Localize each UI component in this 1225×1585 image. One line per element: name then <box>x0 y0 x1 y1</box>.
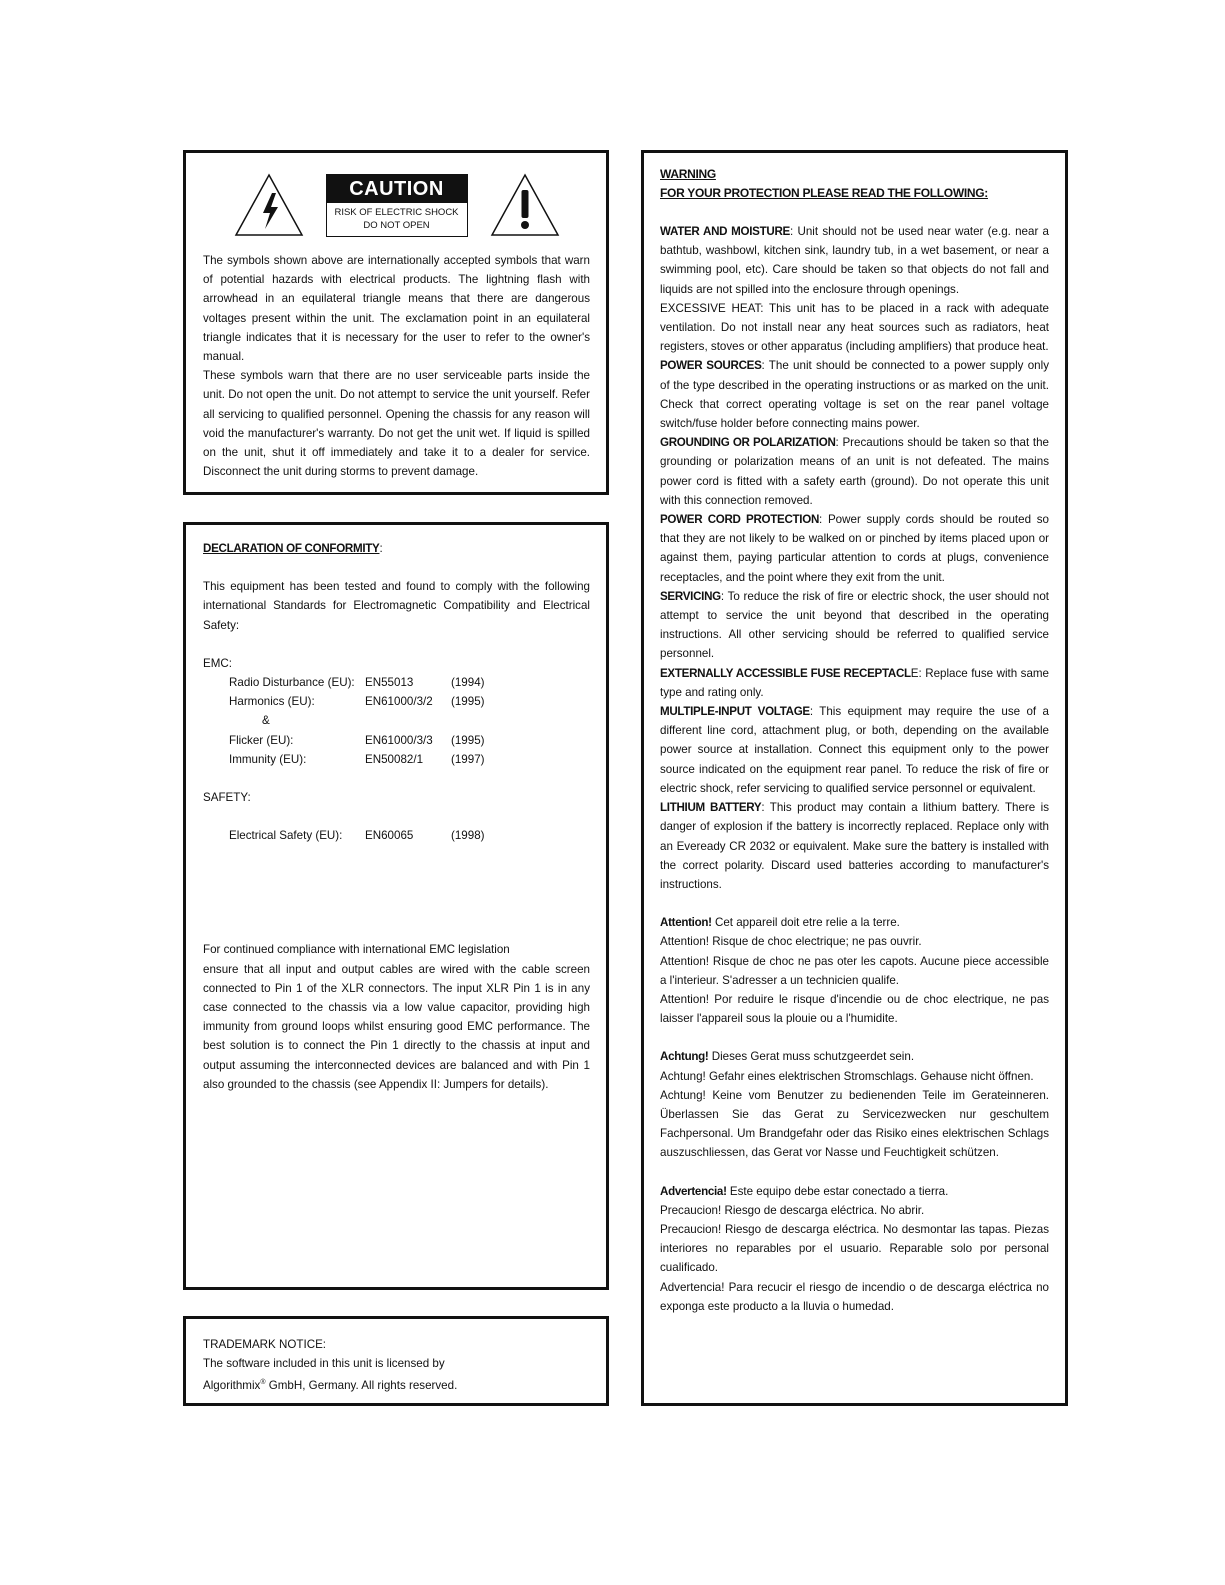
trademark-line-2 <box>203 1373 590 1395</box>
caution-panel <box>183 150 609 495</box>
standard-number: EN60065 <box>365 829 414 843</box>
warning-item-text: : To reduce the risk of fire or electric shock, the user should not attempt to service the unit beyond that described in the operating instructions. All other servicing should be referred to qualified service personnel. <box>660 589 1049 661</box>
german-warning-2: Achtung! Gefahr eines elektrischen Stromschlags. Gehause nicht öffnen. <box>660 1069 1034 1083</box>
ampersand: & <box>262 714 270 728</box>
standard-year: (1995) <box>451 695 485 709</box>
warning-item <box>660 510 1049 587</box>
emc-label: EMC: <box>203 656 232 670</box>
german-warning-text: Dieses Gerat muss schutzgeerdet sein. <box>708 1050 915 1064</box>
standard-year: (1997) <box>451 752 485 766</box>
warning-item-text: : This equipment may require the use of a different line cord, attachment plug, or both, depending on the available power source at installation. Connect this equipment only to the power source indicated on the equipment rear panel. To reduce the risk of fire or electric shock, refer servicing to qualified service personnel or equivalent. <box>660 705 1049 795</box>
warning-item <box>660 702 1049 798</box>
trademark-rights: GmbH, Germany. All rights reserved. <box>265 1379 458 1393</box>
declaration-panel <box>183 522 609 1290</box>
caution-paragraph-2: These symbols warn that there are no user serviceable parts inside the unit. Do not open the unit. Do not attempt to service the unit yourself. Refer all servicing to qualified personnel. Opening the chassis for any reason will void the manufacturer's warranty. Do not get the unit wet. If liquid is spilled on the unit, shut it off immediately and take it to a dealer for service. Disconnect the unit during storms to prevent damage. <box>203 369 590 479</box>
warning-item <box>660 222 1049 299</box>
warning-item-text: : The unit should be connected to a power supply only of the type described in the operating instructions or as marked on the unit. Check that correct operating voltage is set on the rear panel voltage switch/fuse holder before connecting mains power. <box>660 359 1049 431</box>
warning-item-text: : Power supply cords should be routed so that they are not likely to be walked on or pinched by items placed upon or against them, paying particular attention to cords at plugs, convenience receptacles, and the point where they exit from the unit. <box>660 513 1049 584</box>
spanish-warning-2: Precaucion! Riesgo de descarga eléctrica. No abrir. <box>660 1203 925 1217</box>
standard-year: (1995) <box>451 733 485 747</box>
warning-item-label: MULTIPLE-INPUT VOLTAGE <box>660 705 810 719</box>
caution-label <box>326 174 468 237</box>
warning-item-text: : Unit should not be used near water (e.g. near a bathtub, washbowl, kitchen sink, laundry tub, in a wet basement, or near a swimming pool, etc). Care should be taken so that objects do not fall and liquids are not spilled into the enclosure through openings. <box>660 225 1050 296</box>
standard-number: EN61000/3/3 <box>365 733 433 747</box>
french-warning-line <box>660 913 1049 932</box>
warning-item-label: LITHIUM BATTERY <box>660 801 762 815</box>
caution-symbols-row <box>203 171 590 239</box>
declaration-heading-suffix: : <box>379 542 383 555</box>
warning-item-label: WATER AND MOISTURE <box>660 225 790 238</box>
spanish-warning-label: Advertencia! <box>660 1184 727 1198</box>
trademark-panel <box>183 1316 609 1406</box>
caution-paragraph-1: The symbols shown above are internationally accepted symbols that warn of potential hazards with electrical products. The lightning flash with arrowhead in an equilateral triangle means that there are dangerous voltages present within the unit. The exclamation point in an equilateral triangle indicates that it is necessary for the user to refer to the owner's manual. <box>203 254 590 364</box>
german-warning-line <box>660 1047 1049 1066</box>
registered-mark: ® <box>260 1379 266 1387</box>
compliance-line-1: For continued compliance with international EMC legislation <box>203 943 510 957</box>
standard-number: EN50082/1 <box>365 752 424 766</box>
french-warning-4: Attention! Por reduire le risque d'incendie ou de choc electrique, ne pas laisser l'appareil sous la plouie ou a l'humidite. <box>660 992 1049 1026</box>
warning-item <box>660 587 1049 664</box>
warning-heading: WARNING <box>660 167 716 181</box>
declaration-intro: This equipment has been tested and found to comply with the following international Standards for Electromagnetic Compatibility and Electrical Safety: <box>203 580 590 632</box>
declaration-heading: DECLARATION OF CONFORMITY <box>203 542 380 555</box>
french-warning-3: Attention! Risque de choc ne pas oter les capots. Aucune piece accessible a l'interieur. S'adresser a un technicien qualife. <box>660 954 1049 987</box>
warning-item-text: : This product may contain a lithium battery. There is danger of explosion if the battery is incorrectly replaced. Replace only with an Eveready CR 2032 or equivalent. Make sure the battery is installed with the correct polarity. Discard used batteries according to manufacturer's instructions. <box>660 801 1050 891</box>
standard-row <box>203 826 590 845</box>
warning-item-text: E: Replace fuse with same type and rating only. <box>660 666 1049 699</box>
warning-item-text: EXCESSIVE HEAT: This unit has to be placed in a rack with adequate ventilation. Do not install near any heat sources such as radiators, heat registers, stoves or other apparatus (including amplifiers) that produce heat. <box>660 301 1049 354</box>
standard-row <box>203 673 590 692</box>
standard-name: Immunity (EU): <box>229 752 307 766</box>
lightning-warning-icon <box>234 173 304 237</box>
french-warning-label: Attention! <box>660 916 712 930</box>
warning-item <box>660 356 1049 433</box>
warning-item <box>660 433 1049 510</box>
standard-number: EN55013 <box>365 676 414 690</box>
standard-name: Flicker (EU): <box>229 733 294 747</box>
warning-item-label: GROUNDING OR POLARIZATION <box>660 436 836 450</box>
french-warning-text: Cet appareil doit etre relie a la terre. <box>711 916 900 930</box>
standard-row <box>203 750 590 769</box>
trademark-licensor: Algorithmix <box>203 1379 261 1393</box>
caution-subtitle-line2: DO NOT OPEN <box>363 219 430 231</box>
standard-name: Radio Disturbance (EU): <box>229 676 355 690</box>
standard-year: (1994) <box>451 676 485 690</box>
warning-item-label: EXTERNALLY ACCESSIBLE FUSE RECEPTACL <box>660 666 911 680</box>
warning-item-label: SERVICING <box>660 589 721 603</box>
caution-subtitle-line1: RISK OF ELECTRIC SHOCK <box>334 206 459 218</box>
compliance-text: ensure that all input and output cables are wired with the cable screen connected to Pin 1 of the XLR connectors. The input XLR Pin 1 is in any case connected to the chassis via a low value capacitor, providing high immunity from ground loops whilst ensuring good EMC performance. The best solution is to connect the Pin 1 directly to the chassis at input and output assuming the interconnected devices are balanced and with Pin 1 also grounded to the chassis (see Appendix II: Jumpers for details). <box>203 962 590 1091</box>
warning-item-text: : Precautions should be taken so that the grounding or polarization means of an unit is not defeated. The mains power cord is fitted with a safety earth (ground). Do not operate this unit with this connection removed. <box>660 436 1049 507</box>
spanish-warning-3: Precaucion! Riesgo de descarga eléctrica. No desmontar las tapas. Piezas interiores no reparables por el usuario. Reparable solo por personal cualificado. <box>660 1222 1049 1275</box>
french-warning-2: Attention! Risque de choc electrique; ne pas ouvrir. <box>660 935 922 949</box>
warning-item-label: POWER SOURCES <box>660 359 762 373</box>
safety-label: SAFETY: <box>203 791 251 805</box>
declaration-heading-line <box>203 539 590 558</box>
standard-number: EN61000/3/2 <box>365 695 433 709</box>
caution-title: CAUTION <box>327 175 467 203</box>
spanish-warning-line <box>660 1182 1049 1201</box>
warning-item-label: POWER CORD PROTECTION <box>660 513 820 527</box>
exclamation-warning-icon <box>490 173 560 237</box>
german-warning-label: Achtung! <box>660 1050 709 1064</box>
warning-item <box>660 798 1049 894</box>
german-warning-3: Achtung! Keine vom Benutzer zu bedienenden Teile im Gerateinneren. Überlassen Sie das Gerat zu Servicezwecken nur geschultem Fachpersonal. Um Brandgefahr oder das Risiko eines elektrischen Schlags auszuschliessen, das Gerat vor Nasse und Feuchtigkeit schützen. <box>660 1088 1049 1160</box>
warning-item <box>660 664 1049 702</box>
standard-row <box>203 692 590 711</box>
warning-subheading: FOR YOUR PROTECTION PLEASE READ THE FOLLOWING: <box>660 186 988 200</box>
standard-name: Harmonics (EU): <box>229 695 315 709</box>
standard-row <box>203 731 590 750</box>
spanish-warning-text: Este equipo debe estar conectado a tierra. <box>726 1184 949 1198</box>
caution-subtitle <box>327 203 467 236</box>
trademark-heading: TRADEMARK NOTICE: <box>203 1338 327 1351</box>
standard-name: Electrical Safety (EU): <box>229 829 343 843</box>
warning-item <box>660 299 1049 357</box>
standard-year: (1998) <box>451 829 485 843</box>
trademark-line-1: The software included in this unit is licensed by <box>203 1357 445 1371</box>
spanish-warning-4: Advertencia! Para recucir el riesgo de incendio o de descarga eléctrica no exponga este producto a la lluvia o humedad. <box>660 1280 1049 1313</box>
warning-panel <box>641 150 1068 1406</box>
